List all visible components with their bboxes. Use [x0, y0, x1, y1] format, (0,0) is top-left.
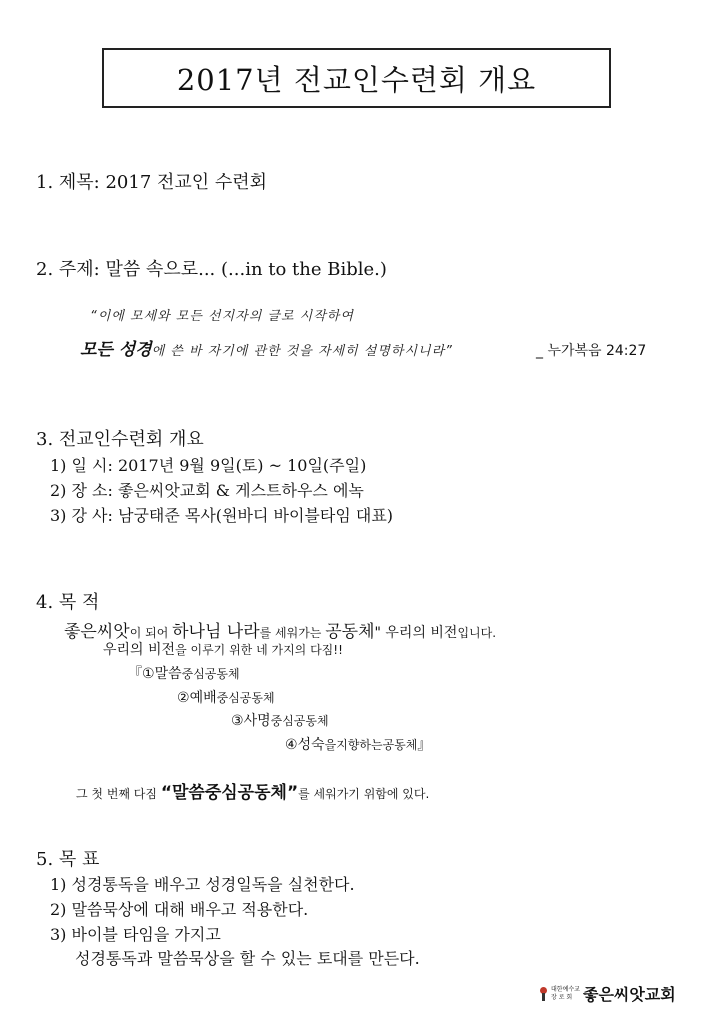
vision-kingdom: 하나님 나라	[172, 622, 260, 642]
goal-item: 1) 성경통독을 배우고 성경일독을 실천한다.	[50, 875, 355, 894]
vision-text: 를 세워가는	[259, 626, 326, 640]
vision-subline-rest: 을 이루기 위한 네 가지의 다짐!!	[175, 643, 343, 657]
section-5-heading: 5. 목 표	[36, 849, 100, 870]
pledge-item	[177, 687, 275, 707]
goal-item-continuation: 성경통독과 말씀묵상을 할 수 있는 토대를 만든다.	[75, 949, 420, 968]
purpose-conclusion	[76, 778, 429, 803]
pledge-text: 중심공동체	[216, 691, 275, 705]
pledge-keyword: 성숙	[297, 737, 325, 753]
section-4-heading: 4. 목 적	[36, 592, 100, 613]
pledge-text: 중심공동체	[181, 667, 240, 681]
vision-subline-strong: 우리의 비전	[103, 642, 176, 658]
quote-line-2	[80, 335, 453, 360]
pledge-number: ③	[231, 713, 244, 729]
conclusion-text: 그 첫 번째 다짐	[76, 787, 161, 801]
pledge-number: ②	[177, 690, 190, 706]
vision-text: " 우리의 비전	[374, 625, 458, 641]
quote-line-1: “이에 모세와 모든 선지자의 글로 시작하여	[90, 309, 354, 324]
conclusion-emphasis: “말씀중심공동체”	[160, 783, 299, 803]
seed-logo-icon	[540, 987, 547, 1001]
quote-emphasis: 모든 성경	[80, 340, 152, 360]
pledge-text: 중심공동체	[270, 714, 329, 728]
pledge-close-bracket: 』	[417, 737, 432, 753]
overview-item: 1) 일 시: 2017년 9월 9일(토) ~ 10일(주일)	[50, 456, 367, 475]
pledge-keyword: 사명	[243, 713, 271, 729]
vision-community: 공동체	[325, 622, 375, 642]
logo-denomination-bottom: 장 로 회	[551, 993, 573, 1001]
quote-reference: _ 누가복음 24:27	[536, 343, 647, 359]
pledge-item	[285, 734, 431, 754]
church-logo	[540, 982, 676, 1005]
overview-item: 3) 강 사: 남궁태준 목사(원바디 바이블타임 대표)	[50, 506, 394, 525]
pledge-number: ④	[285, 737, 298, 753]
vision-church-name: 좋은씨앗	[64, 622, 130, 642]
pledge-number: 『①	[128, 666, 155, 682]
logo-church-name: 좋은씨앗교회	[582, 985, 676, 1004]
logo-denomination-top: 대한예수교	[551, 985, 580, 993]
vision-text: 이 되어	[129, 626, 173, 640]
overview-item: 2) 장 소: 좋은씨앗교회 & 게스트하우스 에녹	[50, 481, 364, 500]
title-box	[102, 48, 611, 108]
section-3-heading: 3. 전교인수련회 개요	[36, 429, 204, 450]
page-title: 2017년 전교인수련회 개요	[176, 62, 537, 97]
vision-text: 입니다.	[457, 626, 497, 640]
vision-subline	[103, 639, 343, 659]
pledge-item	[128, 663, 240, 683]
pledge-text: 을지향하는공동체	[324, 738, 418, 752]
quote-line-2-rest: 에 쓴 바 자기에 관한 것을 자세히 설명하시니라”	[151, 344, 453, 359]
section-1-heading: 1. 제목: 2017 전교인 수련회	[36, 172, 268, 193]
goal-item: 2) 말씀묵상에 대해 배우고 적용한다.	[50, 900, 309, 919]
goal-item: 3) 바이블 타임을 가지고	[50, 925, 221, 944]
pledge-keyword: 말씀	[154, 666, 182, 682]
pledge-keyword: 예배	[189, 690, 217, 706]
pledge-item	[231, 710, 329, 730]
section-2-heading: 2. 주제: 말씀 속으로... (...in to the Bible.)	[36, 259, 387, 280]
logo-denomination	[551, 986, 580, 1002]
conclusion-text: 를 세워가기 위함에 있다.	[298, 787, 430, 801]
